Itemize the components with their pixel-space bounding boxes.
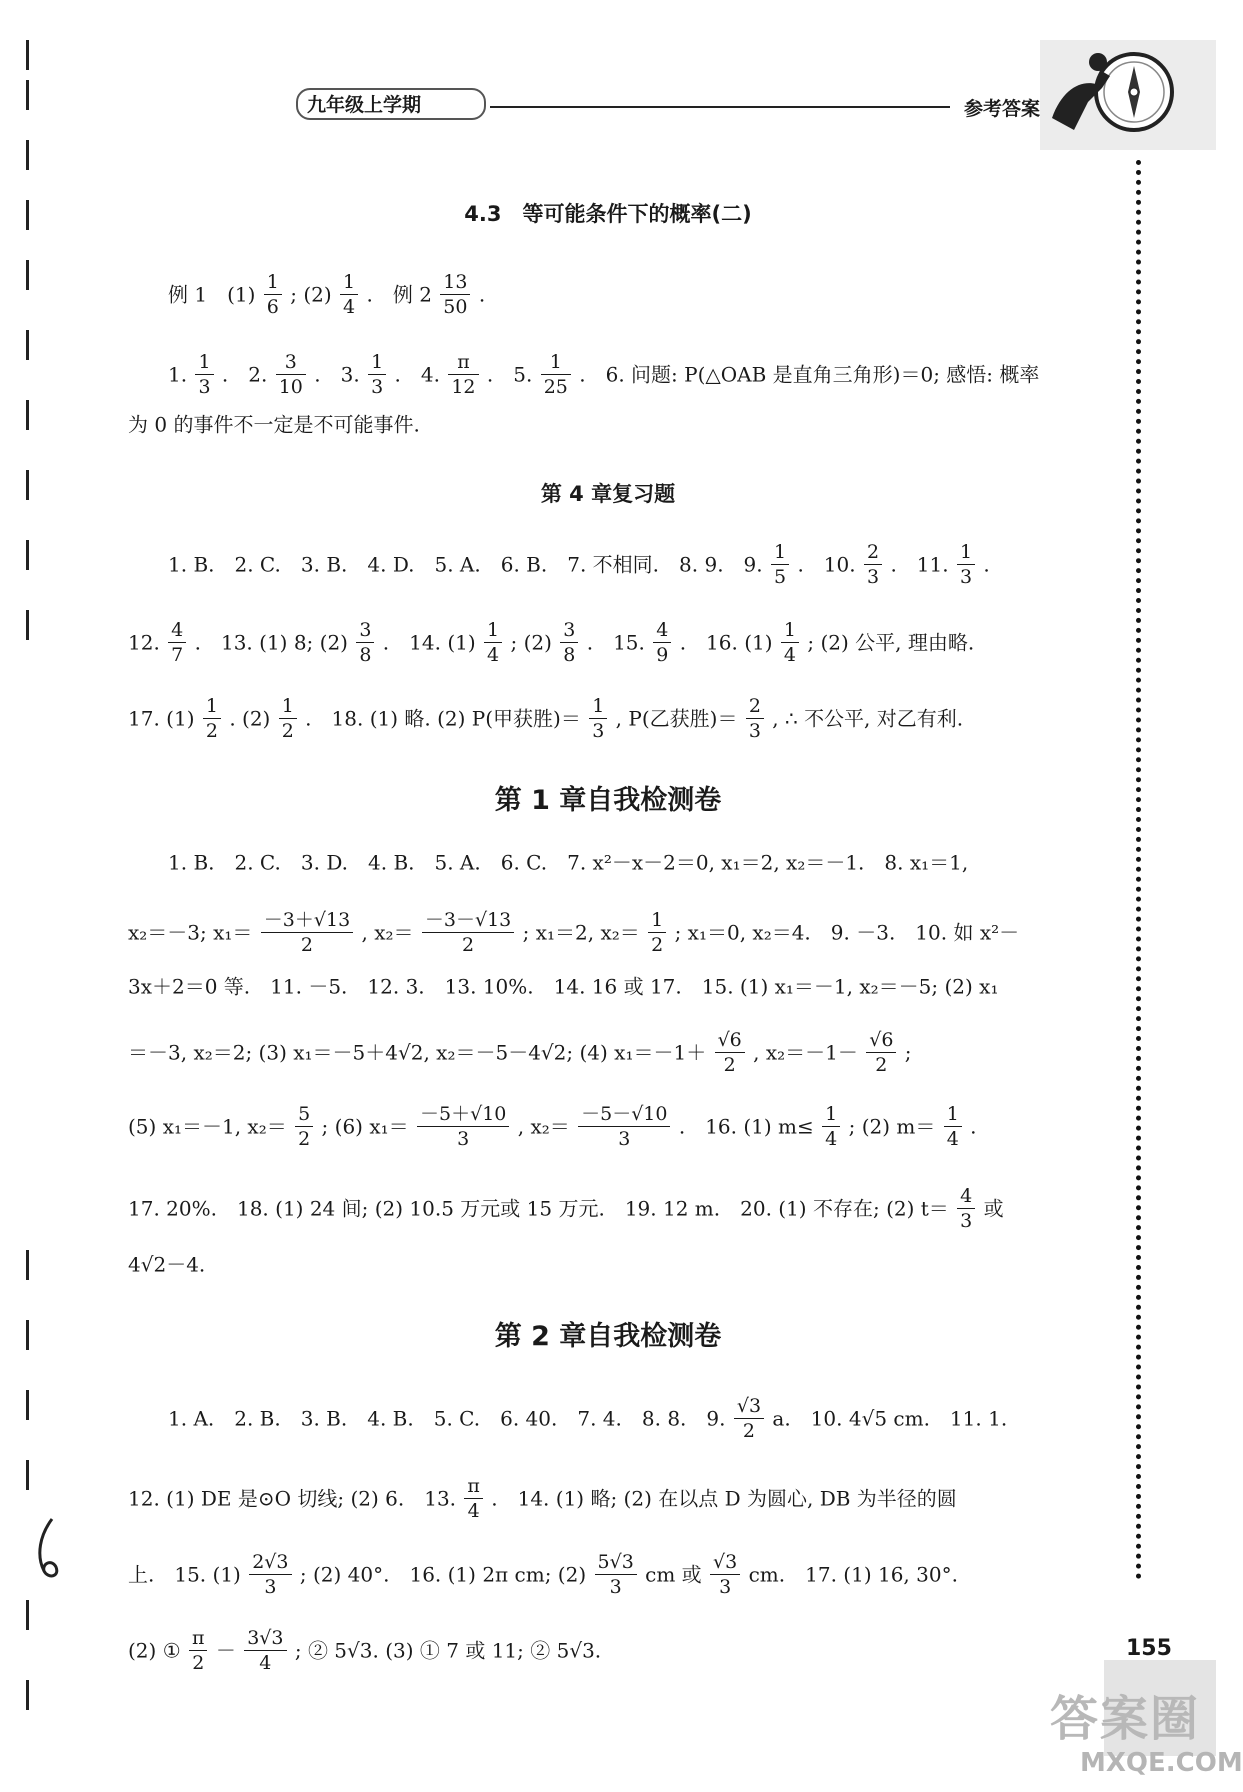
answer-line [168,350,1039,399]
answer-line [128,1184,1004,1233]
answer-text: . 6. 问题: P(△OAB 是直角三角形)＝0; 感悟: 概率 [579,362,1040,387]
fraction: $\frac{1}{4}$ [781,618,799,667]
section-title-chapter4-review: 第 4 章复习题 [540,482,676,506]
answer-text: . (2) [229,706,271,731]
binding-mark [26,1250,29,1280]
fraction: $\frac{-3+√13}{2}$ [261,908,353,957]
answer-text: ; (2) 公平, 理由略. [807,630,975,655]
answer-text: 例 1 (1) [168,282,256,307]
fraction: $\frac{1}{4}$ [340,270,358,319]
answer-text: , x₂＝ [361,920,414,945]
answer-text: . 14. (1) [382,630,476,655]
fraction: $\frac{3√3}{4}$ [244,1626,286,1675]
answer-text: ; x₁＝2, x₂＝ [522,920,640,945]
answer-text: . 13. (1) 8; (2) [194,630,348,655]
answer-text: ; x₁＝0, x₂＝4. 9. －3. 10. 如 x²－ [674,920,1020,945]
header-section-label: 参考答案 [964,98,1041,120]
answer-line [128,908,1019,957]
fraction: $\frac{3}{10}$ [276,350,306,399]
answer-text: ; (6) x₁＝ [321,1114,409,1139]
binding-mark [26,400,29,430]
answer-text: . 例 2 [366,282,432,307]
answer-text: , ∴ 不公平, 对乙有利. [772,706,964,731]
answer-line [128,970,998,1002]
answer-text: . 16. (1) m≤ [678,1114,814,1139]
answer-text: ; (2) m＝ [848,1114,936,1139]
fraction: $\frac{√6}{2}$ [715,1028,745,1077]
fraction: $\frac{3}{8}$ [356,618,374,667]
answer-text: 上. 15. (1) [128,1562,241,1587]
binding-mark [26,140,29,170]
answer-text: ; (2) 40°. 16. (1) 2π cm; (2) [299,1562,587,1587]
answer-text: . 4. [394,362,440,387]
fraction: $\frac{\pi}{12}$ [448,350,478,399]
answer-line [128,1248,205,1280]
answer-text: (5) x₁＝－1, x₂＝ [128,1114,287,1139]
answer-text: . 16. (1) [679,630,773,655]
binding-mark [26,1460,29,1490]
answer-text: ; (2) [510,630,552,655]
fraction: $\frac{1}{2}$ [203,694,221,743]
answer-text: － [215,1638,236,1663]
compass-runner-icon [1040,40,1216,150]
page-number: 155 [1126,1636,1172,1661]
answer-text: . 3. [314,362,360,387]
binding-mark [26,540,29,570]
answer-text: ; [904,1040,912,1065]
fraction: $\frac{2}{3}$ [746,694,764,743]
answer-text: . 14. (1) 略; (2) 在以点 D 为圆心, DB 为半径的圆 [491,1486,957,1511]
answer-text: . 11. [890,552,949,577]
fraction: $\frac{1}{5}$ [771,540,789,589]
answer-text: a. 10. 4√5 cm. 11. 1. [772,1406,1008,1431]
fraction: $\frac{\pi}{2}$ [189,1626,208,1675]
fraction: $\frac{1}{3}$ [368,350,386,399]
answer-text: 12. (1) DE 是⊙O 切线; (2) 6. 13. [128,1486,457,1511]
answer-text: . 2. [221,362,268,387]
fraction: $\frac{1}{4}$ [484,618,502,667]
answer-text: , x₂＝ [517,1114,570,1139]
answer-text: . 5. [486,362,533,387]
watermark-logo: 答案圈 [1050,1691,1201,1747]
answer-text: 1. B. 2. C. 3. D. 4. B. 5. A. 6. C. 7. x²－x－2＝0, x₁＝2, x₂＝－1. 8. x₁＝1, [168,850,969,875]
answer-text: (2) ① [128,1638,181,1663]
fraction: $\frac{5}{2}$ [295,1102,313,1151]
answer-text: 4√2－4. [128,1252,206,1277]
binding-mark [26,610,29,640]
fraction: $\frac{2√3}{3}$ [249,1550,291,1599]
answer-text: . [970,1114,977,1139]
answer-line [128,1028,912,1077]
fraction: $\frac{-3-√13}{2}$ [422,908,514,957]
answer-line [128,618,974,667]
fraction: $\frac{-5-√10}{3}$ [578,1102,670,1151]
watermark-url: MXQE.COM [1080,1748,1243,1778]
fraction: $\frac{4}{7}$ [168,618,186,667]
answer-text: 1. A. 2. B. 3. B. 4. B. 5. C. 6. 40. 7. 4. 8. 8. 9. [168,1406,726,1431]
answer-line [128,1626,601,1675]
fraction: $\frac{1}{3}$ [957,540,975,589]
answer-text: 17. 20%. 18. (1) 24 间; (2) 10.5 万元或 15 万元. 19. 12 m. 20. (1) 不存在; (2) t＝ [128,1196,949,1221]
binding-mark [26,80,29,110]
binding-mark [26,1390,29,1420]
answer-text: x₂＝－3; x₁＝ [128,920,253,945]
answer-text: 3x＋2＝0 等. 11. －5. 12. 3. 13. 10%. 14. 16 或 17. 15. (1) x₁＝－1, x₂＝－5; (2) x₁ [128,974,999,999]
answer-text: . 15. [586,630,645,655]
answer-text: 1. B. 2. C. 3. B. 4. D. 5. A. 6. B. 7. 不相同. 8. 9. 9. [168,552,763,577]
answer-text: cm 或 [645,1562,702,1587]
answer-line [168,846,968,878]
answer-text: . 10. [797,552,856,577]
answer-text: cm. 17. (1) 16, 30°. [748,1562,958,1587]
answer-text: . [983,552,990,577]
answer-text: ＝－3, x₂＝2; (3) x₁＝－5＋4√2, x₂＝－5－4√2; (4) x₁＝－1＋ [128,1040,707,1065]
fraction: $\frac{5√3}{3}$ [595,1550,637,1599]
answer-line [168,540,990,589]
binding-mark [26,1680,29,1710]
answer-text: 12. [128,630,160,655]
answer-text: ; ② 5√3. (3) ① 7 或 11; ② 5√3. [294,1638,602,1663]
answer-text: ; (2) [290,282,332,307]
answer-line [128,408,420,440]
dotted-margin-rule [1136,160,1141,1580]
fraction: $\frac{1}{6}$ [264,270,282,319]
answer-text: 17. (1) [128,706,195,731]
header-grade-term: 九年级上学期 [307,94,422,116]
fraction: $\frac{1}{3}$ [195,350,213,399]
fraction: $\frac{1}{4}$ [944,1102,962,1151]
fraction: $\frac{13}{50}$ [440,270,470,319]
answer-line [128,1474,957,1523]
answer-line [128,694,963,743]
binding-mark [26,260,29,290]
answer-line [168,270,485,319]
binding-mark [26,1600,29,1630]
fraction: $\frac{1}{2}$ [648,908,666,957]
binding-mark [26,40,29,70]
fraction: $\frac{1}{2}$ [279,694,297,743]
answer-text: 为 0 的事件不一定是不可能事件. [128,412,420,437]
binding-mark [26,330,29,360]
answer-text: , P(乙获胜)＝ [615,706,738,731]
fraction: $\frac{\pi}{4}$ [464,1474,483,1523]
answer-text: . 18. (1) 略. (2) P(甲获胜)＝ [305,706,581,731]
answer-text: , x₂＝－1－ [753,1040,858,1065]
fraction: $\frac{2}{3}$ [864,540,882,589]
answer-line [128,1550,958,1599]
fraction: $\frac{√3}{2}$ [734,1394,764,1443]
header-rule [490,106,950,108]
answer-text: 1. [168,362,188,387]
section-title-4-3: 4.3 等可能条件下的概率(二) [464,202,752,226]
fraction: $\frac{-5+√10}{3}$ [417,1102,509,1151]
answer-line [168,1394,1007,1443]
fraction: $\frac{1}{25}$ [541,350,571,399]
fraction: $\frac{4}{3}$ [957,1184,975,1233]
handwritten-mark [30,1515,70,1585]
fraction: $\frac{4}{9}$ [653,618,671,667]
fraction: $\frac{√6}{2}$ [866,1028,896,1077]
fraction: $\frac{1}{3}$ [589,694,607,743]
fraction: $\frac{1}{4}$ [822,1102,840,1151]
section-title-chapter1-test: 第 1 章自我检测卷 [494,785,722,816]
section-title-chapter2-test: 第 2 章自我检测卷 [494,1321,722,1352]
answer-text: 或 [983,1196,1004,1221]
fraction: $\frac{√3}{3}$ [710,1550,740,1599]
answer-line [128,1102,977,1151]
fraction: $\frac{3}{8}$ [560,618,578,667]
answer-text: . [478,282,486,307]
